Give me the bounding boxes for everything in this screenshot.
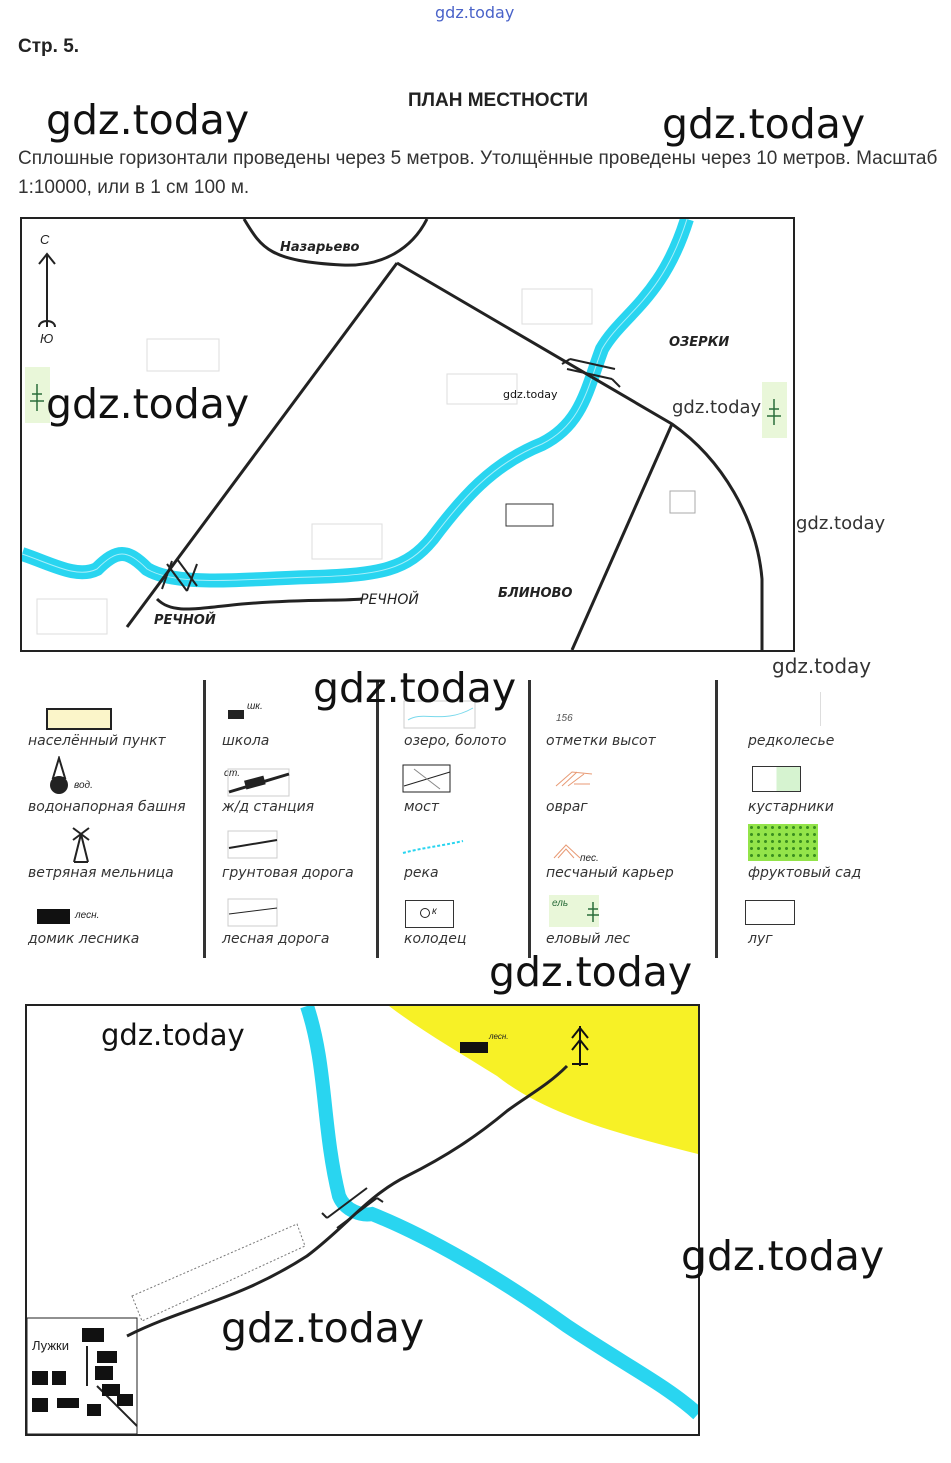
legend-label: кустарники — [748, 799, 834, 815]
bridge-icon — [402, 764, 452, 794]
task-map-drawing — [27, 1006, 698, 1434]
legend-label: водонапорная башня — [28, 799, 186, 815]
legend-divider — [376, 680, 379, 958]
compass — [39, 254, 55, 327]
legend-label: песчаный карьер — [546, 865, 674, 881]
shrubs-icon — [752, 766, 801, 792]
task-map — [25, 1004, 700, 1436]
forest-road-icon — [227, 898, 279, 928]
school-abbr: шк. — [247, 701, 263, 712]
river-icon — [401, 838, 465, 858]
village-luzhki — [27, 1318, 137, 1434]
legend-label: фруктовый сад — [748, 865, 862, 881]
top-watermark: gdz.today — [435, 3, 515, 22]
watermark: gdz.today — [662, 100, 866, 148]
sparse-forest-patch — [670, 491, 695, 513]
description: Сплошные горизонтали проведены через 5 метров. Утолщённые проведены через 10 метров. Масштаб 1:10000, или в 1 см 100 м. — [18, 148, 938, 198]
forester-abbr: лесн. — [75, 910, 100, 921]
legend-label: редколесье — [748, 733, 835, 749]
legend-label: ветряная мельница — [28, 865, 174, 881]
watermark: gdz.today — [313, 664, 517, 712]
road-blinovo — [572, 424, 672, 650]
water-tower-abbr: вод. — [74, 780, 93, 791]
watermark: gdz.today — [796, 513, 886, 534]
forester-house — [460, 1042, 488, 1053]
legend-label: ж/д станция — [222, 799, 315, 815]
meadow-icon — [745, 900, 795, 925]
sand-abbr: пес. — [580, 853, 599, 864]
page-title: ПЛАН МЕСТНОСТИ — [408, 90, 589, 111]
forester-house-icon — [37, 909, 70, 924]
village-label: Лужки — [32, 1338, 69, 1353]
watermark: gdz.today — [489, 948, 693, 996]
legend-divider — [203, 680, 206, 958]
watermark: gdz.today — [672, 397, 762, 418]
spruce-abbr: ель — [552, 898, 569, 909]
height-mark-value: 156 — [556, 713, 573, 724]
legend-label: еловый лес — [546, 931, 631, 947]
watermark: gdz.today — [46, 380, 250, 428]
road-rechnoy — [157, 599, 362, 609]
forest-area — [389, 1006, 698, 1154]
compass-south: Ю — [40, 331, 54, 346]
page-number: Стр. 5. — [18, 36, 80, 57]
legend-label: отметки высот — [546, 733, 656, 749]
watermark: gdz.today — [101, 1018, 245, 1052]
label-ozerki: ОЗЕРКИ — [669, 335, 730, 350]
label-nazarevo: Назарьево — [280, 240, 360, 255]
orchard-icon — [748, 824, 818, 861]
road-east — [397, 263, 762, 650]
legend-label: грунтовая дорога — [222, 865, 354, 881]
terrain-map-drawing — [22, 219, 793, 650]
school-icon — [228, 710, 244, 719]
legend-label: школа — [222, 733, 270, 749]
windmill-icon — [68, 826, 98, 866]
compass-north: С — [40, 232, 50, 247]
legend-divider — [715, 680, 718, 958]
forester-abbr: лесн. — [489, 1032, 509, 1041]
legend-label: лесная дорога — [222, 931, 330, 947]
dirt-road-icon — [227, 830, 279, 860]
terrain-map — [20, 217, 795, 652]
ravine-icon — [552, 766, 602, 792]
legend-label: домик лесника — [28, 931, 140, 947]
legend-label: луг — [748, 931, 773, 947]
sparse-forest-icon — [748, 692, 821, 726]
settlement-icon — [46, 708, 112, 730]
legend-label: колодец — [404, 931, 467, 947]
legend-label: мост — [404, 799, 439, 815]
spruce-tree-icon — [585, 900, 601, 924]
legend-label: озеро, болото — [404, 733, 507, 749]
watermark: gdz.today — [503, 388, 558, 401]
watermark: gdz.today — [221, 1304, 425, 1352]
watermark: gdz.today — [681, 1232, 885, 1280]
legend-label: населённый пункт — [28, 733, 166, 749]
legend-label: река — [404, 865, 439, 881]
blinovo-settlement — [506, 504, 553, 526]
station-abbr: ст. — [224, 768, 240, 779]
sand-pit-icon — [552, 842, 582, 862]
railway-station-icon — [227, 768, 291, 798]
watermark: gdz.today — [46, 96, 250, 144]
well-dot-icon — [420, 908, 430, 918]
label-rechnoy-village: РЕЧНОЙ — [154, 613, 216, 628]
legend-label: овраг — [546, 799, 588, 815]
label-blinovo: БЛИНОВО — [498, 586, 573, 601]
label-rechnoy-river: РЕЧНОЙ — [360, 592, 419, 608]
well-abbr: к — [432, 906, 437, 917]
legend-divider — [528, 680, 531, 958]
watermark: gdz.today — [772, 654, 872, 678]
